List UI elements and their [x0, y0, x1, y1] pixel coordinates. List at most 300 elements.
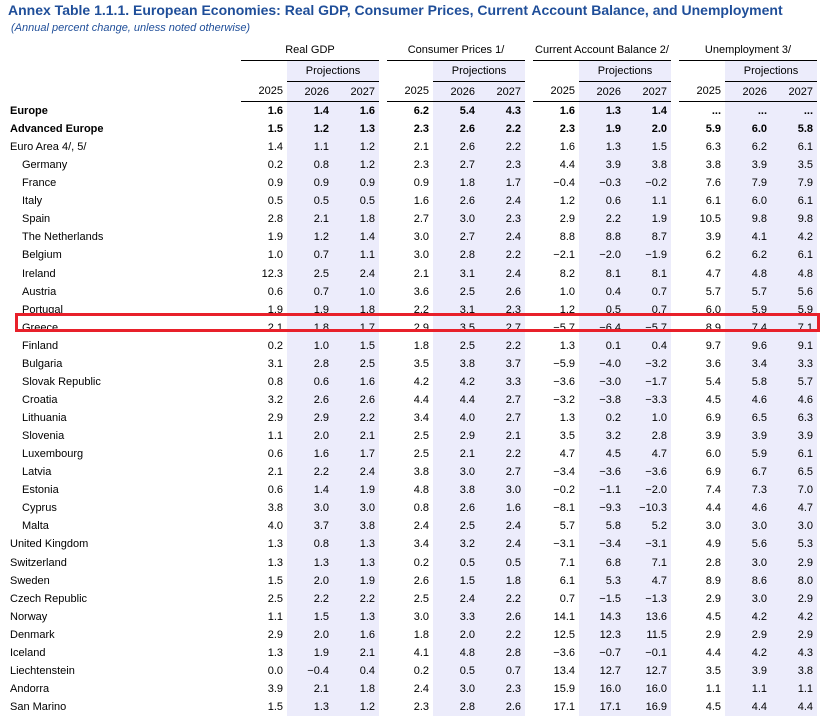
table-cell: 0.6	[241, 445, 287, 463]
table-cell: 2.3	[479, 680, 525, 698]
table-cell: 1.7	[479, 174, 525, 192]
table-cell: −2.1	[533, 246, 579, 264]
table-cell: 0.5	[433, 662, 479, 680]
table-cell: −3.8	[579, 391, 625, 409]
table-cell: 2.7	[433, 228, 479, 246]
column-gap	[525, 409, 533, 427]
table-cell: 0.7	[533, 590, 579, 608]
table-cell: 0.4	[579, 283, 625, 301]
table-cell: 2.5	[387, 590, 433, 608]
table-cell: −3.3	[625, 391, 671, 409]
table-row	[8, 355, 817, 373]
table-cell: 1.2	[287, 228, 333, 246]
table-cell: 7.9	[771, 174, 817, 192]
table-row	[8, 698, 817, 716]
table-cell: −5.7	[625, 319, 671, 337]
table-cell: 2.4	[479, 265, 525, 283]
table-cell: 3.5	[433, 319, 479, 337]
table-cell: 3.0	[725, 554, 771, 572]
table-cell: 0.5	[479, 554, 525, 572]
table-cell: 9.7	[679, 337, 725, 355]
table-cell: 3.1	[433, 301, 479, 319]
table-cell: 10.5	[679, 210, 725, 228]
column-gap	[671, 409, 679, 427]
column-gap	[379, 337, 387, 355]
row-label: San Marino	[8, 698, 241, 716]
table-cell: 8.9	[679, 319, 725, 337]
table-cell: 2.8	[679, 554, 725, 572]
table-cell: ...	[725, 102, 771, 121]
column-gap	[525, 228, 533, 246]
table-cell: 1.8	[387, 626, 433, 644]
column-gap	[525, 192, 533, 210]
table-cell: 3.8	[679, 156, 725, 174]
column-gap	[525, 174, 533, 192]
column-gap	[525, 445, 533, 463]
row-label: Iceland	[8, 644, 241, 662]
table-cell: 6.8	[579, 554, 625, 572]
column-gap	[525, 156, 533, 174]
table-cell: 9.8	[771, 210, 817, 228]
column-gap	[379, 427, 387, 445]
table-cell: −10.3	[625, 499, 671, 517]
greece-highlight-box	[15, 313, 820, 332]
column-gap	[671, 626, 679, 644]
table-cell: 6.0	[725, 192, 771, 210]
table-cell: 2.8	[433, 698, 479, 716]
table-cell: 2.4	[479, 192, 525, 210]
table-cell: 2.6	[387, 572, 433, 590]
column-gap	[671, 680, 679, 698]
table-cell: 2.3	[479, 301, 525, 319]
column-gap	[379, 481, 387, 499]
table-cell: 2.1	[241, 319, 287, 337]
table-cell: −0.7	[579, 644, 625, 662]
table-cell: 8.0	[771, 572, 817, 590]
table-cell: 9.6	[725, 337, 771, 355]
table-cell: 1.3	[333, 120, 379, 138]
table-cell: 5.8	[579, 517, 625, 535]
table-cell: 17.1	[533, 698, 579, 716]
row-label: Luxembourg	[8, 445, 241, 463]
group-header-unemployment: Unemployment 3/	[679, 40, 817, 61]
table-cell: 4.4	[725, 698, 771, 716]
column-gap	[379, 554, 387, 572]
table-cell: 4.1	[725, 228, 771, 246]
table-cell: 2.8	[625, 427, 671, 445]
table-cell: 1.3	[333, 535, 379, 553]
table-cell: 0.7	[625, 283, 671, 301]
table-cell: 3.3	[433, 608, 479, 626]
table-cell: 3.0	[433, 210, 479, 228]
table-row	[8, 535, 817, 553]
table-cell: 2.2	[579, 210, 625, 228]
table-cell: 5.9	[771, 301, 817, 319]
table-cell: 14.1	[533, 608, 579, 626]
row-label: Advanced Europe	[8, 120, 241, 138]
table-row	[8, 463, 817, 481]
table-cell: 6.5	[725, 409, 771, 427]
table-cell: 1.3	[333, 554, 379, 572]
table-cell: 1.0	[625, 409, 671, 427]
table-cell: 2.8	[287, 355, 333, 373]
table-cell: 4.2	[771, 608, 817, 626]
table-cell: 7.4	[725, 319, 771, 337]
table-row	[8, 373, 817, 391]
column-gap	[525, 608, 533, 626]
table-cell: 9.8	[725, 210, 771, 228]
table-row	[8, 662, 817, 680]
table-cell: 2.1	[333, 427, 379, 445]
table-cell: 0.2	[241, 337, 287, 355]
table-cell: 5.9	[725, 301, 771, 319]
table-cell: 2.8	[479, 644, 525, 662]
row-label: Lithuania	[8, 409, 241, 427]
table-cell: 4.3	[771, 644, 817, 662]
table-row	[8, 174, 817, 192]
row-label: Finland	[8, 337, 241, 355]
table-cell: 3.5	[387, 355, 433, 373]
table-cell: −2.0	[579, 246, 625, 264]
row-label: Switzerland	[8, 554, 241, 572]
table-cell: 5.4	[433, 102, 479, 121]
table-cell: 0.7	[479, 662, 525, 680]
table-cell: 1.5	[241, 120, 287, 138]
column-gap	[671, 445, 679, 463]
table-cell: 2.9	[287, 409, 333, 427]
column-gap	[525, 138, 533, 156]
table-cell: 0.7	[625, 301, 671, 319]
table-cell: 3.8	[387, 463, 433, 481]
table-row	[8, 554, 817, 572]
table-cell: 2.6	[287, 391, 333, 409]
table-cell: 1.2	[533, 301, 579, 319]
table-cell: 1.1	[241, 608, 287, 626]
table-cell: −5.9	[533, 355, 579, 373]
table-cell: 5.9	[725, 445, 771, 463]
table-cell: 1.9	[241, 228, 287, 246]
table-cell: 3.1	[241, 355, 287, 373]
year-header: 2025	[533, 82, 579, 102]
column-gap	[671, 138, 679, 156]
column-gap	[671, 174, 679, 192]
table-cell: 4.3	[479, 102, 525, 121]
table-cell: 1.4	[625, 102, 671, 121]
table-cell: 2.3	[479, 156, 525, 174]
table-cell: 3.9	[579, 156, 625, 174]
column-gap	[671, 554, 679, 572]
table-cell: 6.1	[679, 192, 725, 210]
projections-label: Projections	[433, 61, 525, 82]
table-cell: 3.0	[287, 499, 333, 517]
column-gap	[525, 337, 533, 355]
table-cell: 3.8	[433, 481, 479, 499]
table-row	[8, 572, 817, 590]
column-gap	[671, 283, 679, 301]
row-label: Croatia	[8, 391, 241, 409]
table-cell: −3.6	[579, 463, 625, 481]
table-cell: 3.2	[241, 391, 287, 409]
column-gap	[379, 355, 387, 373]
table-cell: 17.1	[579, 698, 625, 716]
table-cell: 4.1	[387, 644, 433, 662]
table-cell: 1.0	[333, 283, 379, 301]
table-cell: −2.0	[625, 481, 671, 499]
table-cell: −3.1	[533, 535, 579, 553]
column-gap	[379, 138, 387, 156]
table-cell: 6.2	[725, 138, 771, 156]
table-cell: 7.3	[725, 481, 771, 499]
table-cell: 4.7	[679, 265, 725, 283]
table-row	[8, 409, 817, 427]
column-gap	[379, 572, 387, 590]
column-gap	[671, 210, 679, 228]
table-cell: 4.5	[679, 698, 725, 716]
table-cell: 1.8	[387, 337, 433, 355]
group-header-consumer-prices: Consumer Prices 1/	[387, 40, 525, 61]
table-row	[8, 427, 817, 445]
table-cell: 2.0	[433, 626, 479, 644]
column-gap	[525, 499, 533, 517]
table-cell: 1.7	[333, 319, 379, 337]
table-cell: 4.2	[387, 373, 433, 391]
column-gap	[525, 590, 533, 608]
table-cell: 5.6	[771, 283, 817, 301]
table-cell: 3.0	[387, 246, 433, 264]
column-gap	[525, 427, 533, 445]
table-cell: 1.1	[241, 427, 287, 445]
table-cell: 3.0	[333, 499, 379, 517]
column-gap	[379, 283, 387, 301]
table-cell: 3.6	[387, 283, 433, 301]
table-cell: 2.5	[287, 265, 333, 283]
column-gap	[671, 192, 679, 210]
projections-label: Projections	[579, 61, 671, 82]
table-cell: 8.8	[579, 228, 625, 246]
column-gap	[525, 265, 533, 283]
table-cell: 2.3	[387, 120, 433, 138]
table-cell: 5.3	[771, 535, 817, 553]
table-cell: 0.4	[625, 337, 671, 355]
table-cell: 2.3	[387, 156, 433, 174]
column-gap	[525, 463, 533, 481]
year-header-row	[8, 82, 817, 102]
table-cell: 2.2	[479, 246, 525, 264]
table-cell: 14.3	[579, 608, 625, 626]
table-cell: 2.9	[433, 427, 479, 445]
table-cell: 5.8	[771, 120, 817, 138]
table-cell: 2.0	[287, 427, 333, 445]
table-cell: 4.4	[387, 391, 433, 409]
table-cell: 3.9	[725, 427, 771, 445]
table-row	[8, 210, 817, 228]
table-cell: 1.8	[287, 319, 333, 337]
column-gap	[671, 499, 679, 517]
table-cell: 2.4	[479, 228, 525, 246]
row-label: Cyprus	[8, 499, 241, 517]
table-cell: −0.4	[287, 662, 333, 680]
table-cell: 6.5	[771, 463, 817, 481]
column-gap	[379, 662, 387, 680]
column-gap	[671, 337, 679, 355]
table-cell: 2.5	[433, 517, 479, 535]
column-gap	[379, 156, 387, 174]
row-label: Europe	[8, 102, 241, 121]
table-cell: 4.7	[533, 445, 579, 463]
table-cell: −1.5	[579, 590, 625, 608]
column-gap	[379, 246, 387, 264]
column-gap	[379, 644, 387, 662]
table-cell: 1.4	[287, 102, 333, 121]
table-cell: 1.9	[579, 120, 625, 138]
table-cell: 6.2	[725, 246, 771, 264]
table-row	[8, 283, 817, 301]
table-cell: −6.4	[579, 319, 625, 337]
column-gap	[525, 102, 533, 121]
table-cell: 1.8	[479, 572, 525, 590]
table-row	[8, 246, 817, 264]
table-cell: −3.2	[533, 391, 579, 409]
table-cell: 1.3	[241, 535, 287, 553]
row-label: Norway	[8, 608, 241, 626]
table-row	[8, 445, 817, 463]
table-cell: 8.1	[579, 265, 625, 283]
projections-label: Projections	[725, 61, 817, 82]
column-gap	[671, 608, 679, 626]
column-gap	[671, 156, 679, 174]
table-cell: 1.5	[333, 337, 379, 355]
table-cell: 0.5	[333, 192, 379, 210]
table-cell: 2.1	[287, 680, 333, 698]
table-cell: 4.6	[725, 499, 771, 517]
table-cell: 0.9	[287, 174, 333, 192]
table-cell: 6.0	[679, 445, 725, 463]
table-cell: 4.8	[433, 644, 479, 662]
table-cell: 3.0	[771, 517, 817, 535]
table-cell: 1.0	[241, 246, 287, 264]
table-cell: 1.5	[625, 138, 671, 156]
column-gap	[379, 120, 387, 138]
table-cell: 3.0	[387, 228, 433, 246]
table-cell: 2.1	[387, 265, 433, 283]
table-cell: 2.4	[333, 265, 379, 283]
table-cell: 6.1	[771, 246, 817, 264]
table-cell: 1.1	[771, 680, 817, 698]
table-cell: 12.5	[533, 626, 579, 644]
column-gap	[671, 590, 679, 608]
table-cell: 2.9	[771, 590, 817, 608]
row-label: Greece	[8, 319, 241, 337]
column-gap	[525, 355, 533, 373]
table-cell: 1.6	[387, 192, 433, 210]
table-cell: −1.9	[625, 246, 671, 264]
column-gap	[525, 535, 533, 553]
table-cell: 1.9	[333, 481, 379, 499]
row-label: Germany	[8, 156, 241, 174]
table-cell: 5.6	[725, 535, 771, 553]
table-cell: 1.3	[579, 138, 625, 156]
table-cell: −3.4	[579, 535, 625, 553]
table-cell: 2.2	[479, 445, 525, 463]
table-cell: 6.3	[771, 409, 817, 427]
table-cell: 6.9	[679, 409, 725, 427]
table-cell: 3.8	[771, 662, 817, 680]
year-header: 2027	[333, 82, 379, 102]
column-gap	[379, 535, 387, 553]
table-cell: ...	[771, 102, 817, 121]
table-cell: 4.0	[433, 409, 479, 427]
table-cell: 1.8	[333, 680, 379, 698]
table-cell: 2.8	[241, 210, 287, 228]
table-cell: 0.5	[241, 192, 287, 210]
column-gap	[525, 644, 533, 662]
table-cell: 3.8	[433, 355, 479, 373]
table-cell: 3.2	[579, 427, 625, 445]
row-label: Belgium	[8, 246, 241, 264]
row-label: France	[8, 174, 241, 192]
table-cell: 3.4	[725, 355, 771, 373]
table-row	[8, 102, 817, 121]
table-cell: 3.0	[387, 608, 433, 626]
table-cell: 2.6	[479, 698, 525, 716]
table-cell: −8.1	[533, 499, 579, 517]
table-cell: 1.3	[533, 337, 579, 355]
row-label: Italy	[8, 192, 241, 210]
table-cell: 3.4	[387, 535, 433, 553]
table-cell: 4.4	[433, 391, 479, 409]
column-gap	[525, 572, 533, 590]
table-cell: 8.2	[533, 265, 579, 283]
table-cell: 3.0	[479, 481, 525, 499]
table-cell: 7.9	[725, 174, 771, 192]
table-cell: 0.5	[579, 301, 625, 319]
table-cell: 2.7	[387, 210, 433, 228]
table-cell: 0.9	[333, 174, 379, 192]
table-cell: 3.3	[771, 355, 817, 373]
table-cell: 4.5	[679, 391, 725, 409]
table-cell: 13.6	[625, 608, 671, 626]
data-table	[8, 40, 817, 716]
table-cell: 2.2	[479, 626, 525, 644]
table-cell: 4.4	[679, 499, 725, 517]
table-cell: 2.4	[333, 463, 379, 481]
column-gap	[379, 626, 387, 644]
table-cell: 3.0	[433, 680, 479, 698]
table-cell: 2.1	[287, 210, 333, 228]
table-cell: 1.8	[333, 210, 379, 228]
table-cell: 2.2	[333, 409, 379, 427]
table-cell: 2.6	[433, 499, 479, 517]
table-cell: 1.9	[333, 572, 379, 590]
column-gap	[671, 463, 679, 481]
table-cell: 2.2	[387, 301, 433, 319]
column-gap	[525, 283, 533, 301]
table-cell: 1.4	[333, 228, 379, 246]
table-cell: 1.7	[333, 445, 379, 463]
table-cell: 7.0	[771, 481, 817, 499]
column-gap	[379, 698, 387, 716]
table-cell: 0.6	[241, 481, 287, 499]
table-row	[8, 626, 817, 644]
table-cell: 8.1	[625, 265, 671, 283]
table-cell: 1.1	[725, 680, 771, 698]
row-label: Andorra	[8, 680, 241, 698]
table-cell: 4.9	[679, 535, 725, 553]
table-cell: 9.1	[771, 337, 817, 355]
table-cell: 2.1	[241, 463, 287, 481]
table-cell: 0.6	[287, 373, 333, 391]
table-cell: 0.6	[241, 283, 287, 301]
